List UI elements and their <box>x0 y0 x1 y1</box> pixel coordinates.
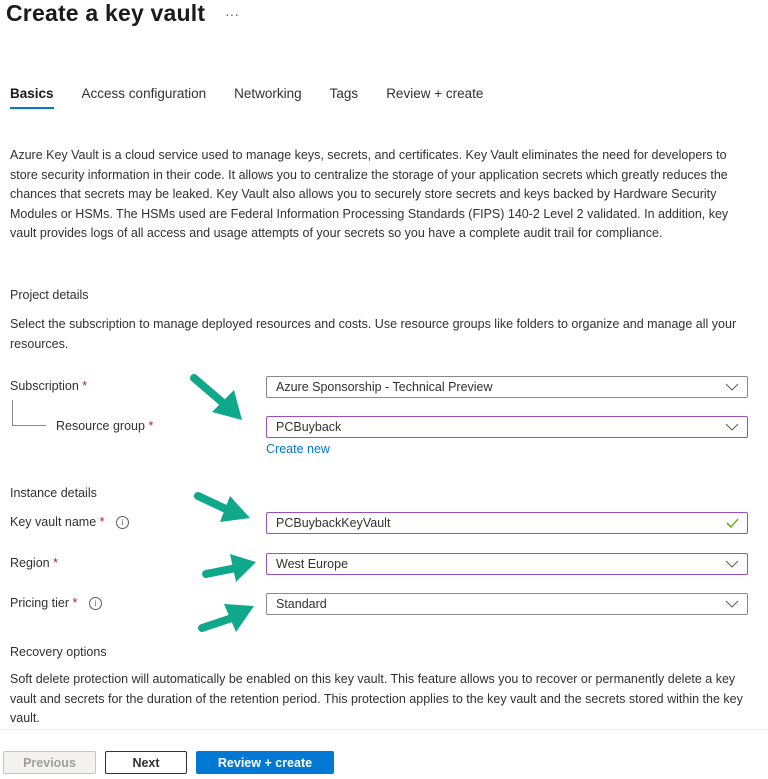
resource-group-dropdown[interactable] <box>266 416 748 438</box>
pricing-tier-label-text: Pricing tier <box>10 596 70 610</box>
region-label <box>10 556 58 570</box>
create-new-resource-group-link[interactable]: Create new <box>266 442 330 456</box>
region-dropdown[interactable] <box>266 553 748 575</box>
more-options-icon[interactable]: ··· <box>225 6 239 22</box>
key-vault-name-label <box>10 515 129 529</box>
page-title: Create a key vault <box>6 0 206 26</box>
subscription-label-text: Subscription <box>10 379 79 393</box>
required-marker: * <box>82 379 88 393</box>
tab-bar <box>10 86 511 109</box>
resource-group-value: PCBuyback <box>276 420 342 434</box>
subscription-label <box>10 379 87 393</box>
key-vault-name-label-text: Key vault name <box>10 515 97 529</box>
region-value: West Europe <box>276 557 349 571</box>
review-create-button[interactable]: Review + create <box>196 751 334 774</box>
required-marker: * <box>99 515 105 529</box>
subscription-dropdown[interactable] <box>266 376 748 398</box>
info-icon[interactable]: i <box>89 597 102 610</box>
recovery-options-description: Soft delete protection will automatically be enabled on this key vault. This feature allows you to recover or permanently delete a key vault and secrets for the duration of the retention period. This protection applies to the key vault and the secrets stored within the key vault. <box>10 672 743 725</box>
recovery-options-heading: Recovery options <box>10 645 107 659</box>
key-vault-name-input[interactable] <box>266 512 748 534</box>
annotation-arrow-icon <box>196 598 258 638</box>
pricing-tier-dropdown[interactable] <box>266 593 748 615</box>
tab-tags[interactable]: Tags <box>329 86 359 101</box>
resource-group-label <box>56 419 153 433</box>
chevron-down-icon <box>717 600 747 608</box>
instance-details-heading: Instance details <box>10 486 97 500</box>
previous-button[interactable]: Previous <box>3 751 96 774</box>
chevron-down-icon <box>717 423 747 431</box>
annotation-arrow-icon <box>192 490 254 530</box>
annotation-arrow-icon <box>200 550 258 584</box>
tree-connector <box>12 400 46 426</box>
region-label-text: Region <box>10 556 50 570</box>
annotation-arrow-icon <box>188 372 246 424</box>
key-vault-name-value: PCBuybackKeyVault <box>276 516 391 530</box>
footer-divider <box>0 729 768 730</box>
tab-access-configuration[interactable]: Access configuration <box>81 86 207 101</box>
info-icon[interactable]: i <box>116 516 129 529</box>
checkmark-icon <box>717 518 747 528</box>
chevron-down-icon <box>717 560 747 568</box>
project-details-description: Select the subscription to manage deployed resources and costs. Use resource groups like folders to organize and manage all your resources. <box>10 317 737 351</box>
intro-description: Azure Key Vault is a cloud service used to manage keys, secrets, and certificates. Key Vault eliminates the need for developers to store security information in their code. It allows you to centralize the storage of your application secrets which greatly reduces the chances that secrets may be leaked. Key Vault also allows you to securely store secrets and keys backed by Hardware Security Modules or HSMs. The HSMs used are Federal Information Processing Standards (FIPS) 140-2 Level 2 validated. In addition, key vault provides logs of all access and usage attempts of your secrets so you have a complete audit trail for compliance. <box>10 148 729 240</box>
resource-group-label-text: Resource group <box>56 419 145 433</box>
chevron-down-icon <box>717 383 747 391</box>
pricing-tier-label <box>10 596 102 610</box>
pricing-tier-value: Standard <box>276 597 327 611</box>
project-details-heading: Project details <box>10 288 89 302</box>
next-button[interactable]: Next <box>105 751 187 774</box>
tab-review-create[interactable]: Review + create <box>386 86 484 101</box>
required-marker: * <box>53 556 58 570</box>
required-marker: * <box>72 596 78 610</box>
subscription-value: Azure Sponsorship - Technical Preview <box>276 380 493 394</box>
required-marker: * <box>148 419 154 433</box>
tab-basics[interactable]: Basics <box>10 86 54 109</box>
tab-networking[interactable]: Networking <box>234 86 302 101</box>
